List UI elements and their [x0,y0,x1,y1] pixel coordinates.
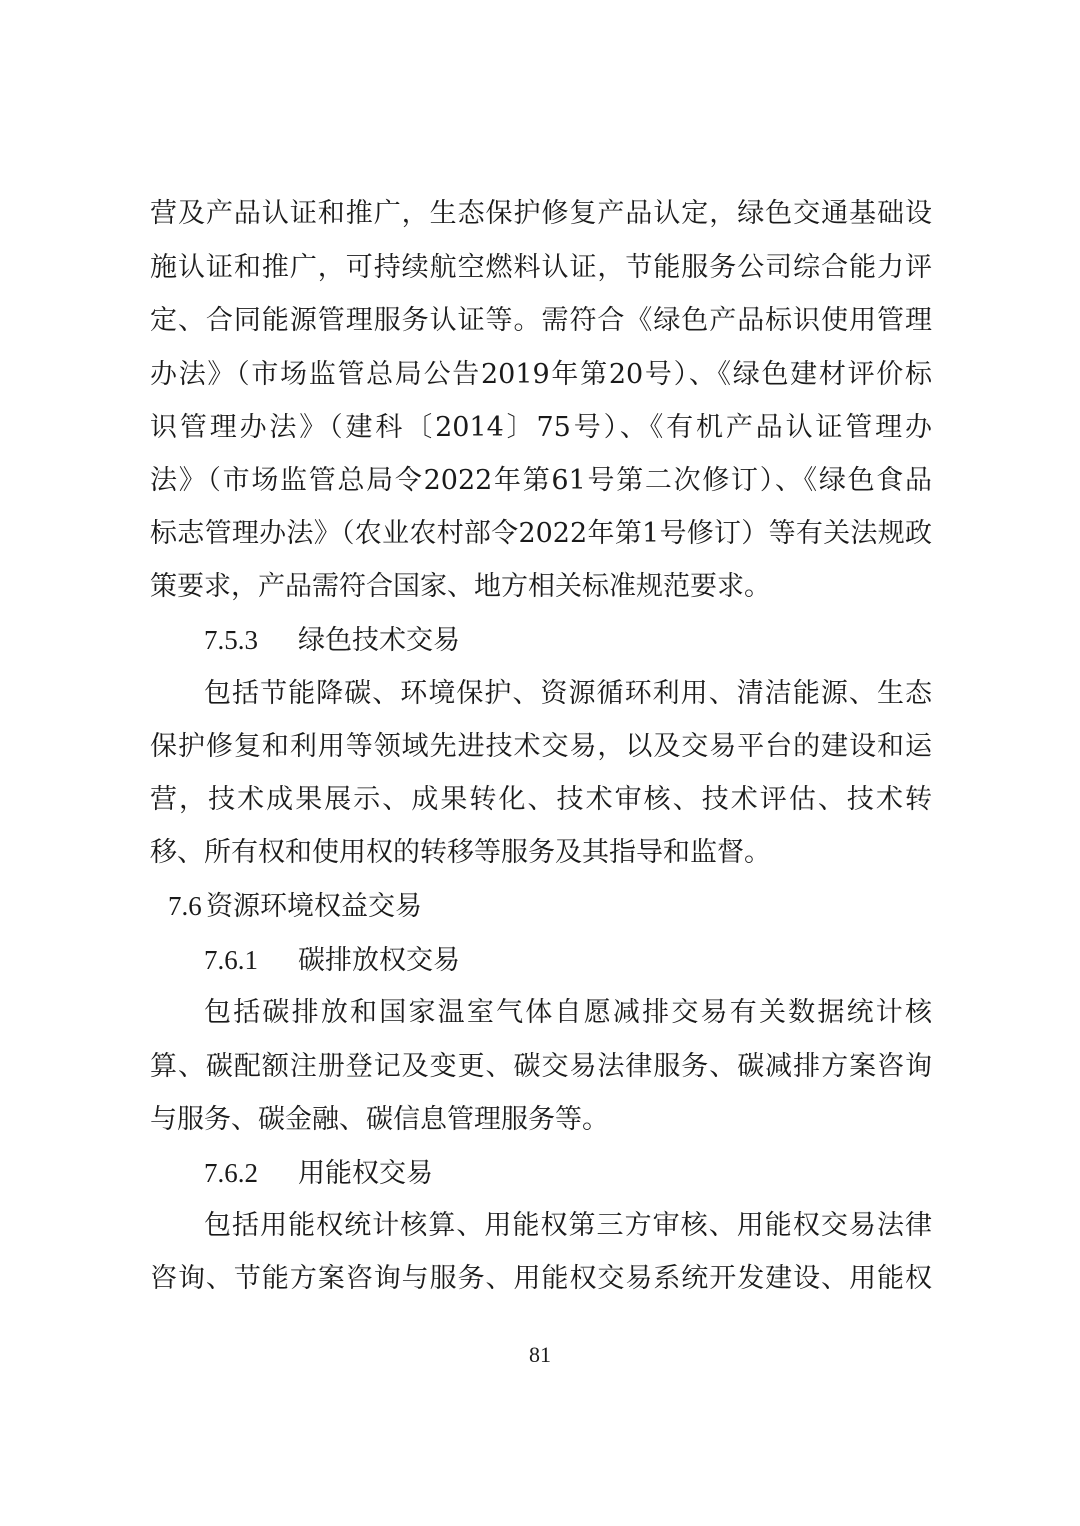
page-number: 81 [529,1342,551,1367]
body-text-line: 定、合同能源管理服务认证等。需符合《绿色产品标识使用管理 [150,305,932,336]
body-text-line: 包括节能降碳、环境保护、资源循环利用、清洁能源、生态 [204,678,932,709]
section-title: 资源环境权益交易 [206,891,422,922]
body-text-line: 与服务、碳金融、碳信息管理服务等。 [150,1104,609,1135]
section-title: 绿色技术交易 [298,625,460,656]
body-text-line: 保护修复和利用等领域先进技术交易，以及交易平台的建设和运 [150,731,932,762]
body-text-line: 标志管理办法》（农业农村部令2022年第1号修订）等有关法规政 [150,518,932,549]
section-heading-7-6-1 [204,940,460,980]
section-number: 7.6 [168,891,202,921]
body-text-line: 策要求，产品需符合国家、地方相关标准规范要求。 [150,571,771,602]
body-text-line: 咨询、节能方案咨询与服务、用能权交易系统开发建设、用能权 [150,1263,932,1294]
body-text-line: 包括碳排放和国家温室气体自愿减排交易有关数据统计核 [204,997,932,1028]
body-text-line: 营及产品认证和推广，生态保护修复产品认定，绿色交通基础设 [150,198,932,229]
body-text-line: 办法》（市场监管总局公告2019年第20号）、《绿色建材评价标 [150,359,932,390]
body-text-line: 算、碳配额注册登记及变更、碳交易法律服务、碳减排方案咨询 [150,1051,932,1082]
section-number: 7.6.1 [204,945,258,975]
body-text-line: 包括用能权统计核算、用能权第三方审核、用能权交易法律 [204,1210,932,1241]
section-title: 碳排放权交易 [298,945,460,976]
body-text-line: 识管理办法》（建科〔2014〕75号）、《有机产品认证管理办 [150,412,932,443]
body-text-line: 营，技术成果展示、成果转化、技术审核、技术评估、技术转 [150,784,932,815]
section-number: 7.5.3 [204,625,258,655]
section-heading-7-6-2 [204,1153,433,1193]
section-title: 用能权交易 [298,1158,433,1189]
section-number: 7.6.2 [204,1158,258,1188]
section-heading-7-6 [168,886,422,926]
body-text-line: 移、所有权和使用权的转移等服务及其指导和监督。 [150,837,771,868]
body-text-line: 法》（市场监管总局令2022年第61号第二次修订）、《绿色食品 [150,465,932,496]
section-heading-7-5-3 [204,620,460,660]
body-text-line: 施认证和推广，可持续航空燃料认证，节能服务公司综合能力评 [150,252,932,283]
